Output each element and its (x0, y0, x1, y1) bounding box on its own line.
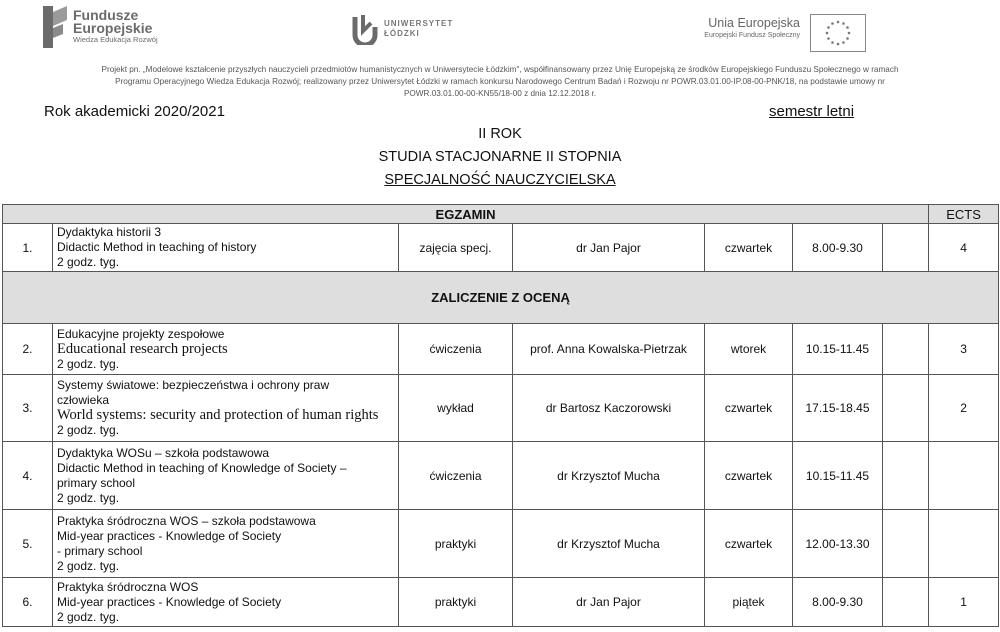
class-type: praktyki (399, 510, 513, 578)
empty-cell (883, 510, 929, 578)
course-name-pl: Edukacyjne projekty zespołowe (57, 326, 225, 341)
fe-logo-icon (43, 6, 67, 46)
class-type: wykład (399, 375, 513, 442)
table-row (3, 442, 999, 510)
section-title-zaliczenie: ZALICZENIE Z OCENĄ (3, 272, 999, 324)
class-type: praktyki (399, 578, 513, 627)
ul-name-line2: ŁÓDZKI (384, 29, 420, 38)
course-name-en: Mid-year practices - Knowledge of Society (57, 594, 282, 609)
study-type-heading: STUDIA STACJONARNE II STOPNIA (378, 149, 622, 165)
schedule-table (2, 204, 999, 627)
course-hours: 2 godz. tyg. (57, 255, 120, 269)
course-name-en: Didactic Method in teaching of Knowledge of Society – (57, 460, 347, 475)
class-type: zajęcia specj. (399, 224, 513, 272)
section-title-egzamin: EGZAMIN (3, 205, 929, 224)
row-number: 6. (3, 578, 53, 627)
fe-name-line2: Europejskie (73, 19, 153, 36)
unia-europejska-label (680, 16, 800, 39)
ects-value: 4 (929, 224, 999, 272)
row-number: 4. (3, 442, 53, 510)
course-hours: 2 godz. tyg. (57, 490, 120, 505)
project-note (40, 64, 960, 100)
table-row (3, 510, 999, 578)
project-note-line: POWR.03.01.00-00-KN55/18-00 z dnia 12.12.2018 r. (403, 89, 597, 98)
course-name-en: Didactic Method in teaching of history (57, 240, 257, 254)
course-name (53, 324, 399, 375)
table-row (3, 224, 999, 272)
ue-name: Unia Europejska (708, 16, 800, 30)
day: wtorek (705, 324, 793, 375)
time: 10.15-11.45 (793, 442, 883, 510)
day: czwartek (705, 224, 793, 272)
course-hours: 2 godz. tyg. (57, 558, 120, 573)
logo-bar (0, 0, 1000, 60)
teacher: dr Jan Pajor (513, 224, 705, 272)
ue-fund: Europejski Fundusz Społeczny (704, 32, 800, 39)
row-number: 1. (3, 224, 53, 272)
time: 12.00-13.30 (793, 510, 883, 578)
empty-cell (883, 324, 929, 375)
course-hours: 2 godz. tyg. (57, 423, 120, 437)
course-name-pl: Praktyka śródroczna WOS (57, 579, 199, 594)
course-name (53, 578, 399, 627)
semester-label: semestr letni (769, 103, 855, 120)
course-name (53, 224, 399, 272)
course-hours: 2 godz. tyg. (57, 356, 120, 371)
time: 8.00-9.30 (793, 578, 883, 627)
empty-cell (883, 442, 929, 510)
time: 17.15-18.45 (793, 375, 883, 442)
course-name-pl: Systemy światowe: bezpieczeństwa i ochrony praw (57, 378, 330, 392)
teacher: prof. Anna Kowalska-Pietrzak (513, 324, 705, 375)
row-number: 5. (3, 510, 53, 578)
course-name-en: World systems: security and protection of human rights (57, 407, 379, 423)
fe-tagline: Wiedza Edukacja Rozwój (73, 34, 158, 44)
course-name (53, 375, 399, 442)
course-name-en-cont: primary school (57, 475, 136, 490)
ul-name-line1: UNIWERSYTET (384, 19, 454, 28)
course-name-pl-cont: człowieka (57, 393, 110, 407)
time: 10.15-11.45 (793, 324, 883, 375)
time: 8.00-9.30 (793, 224, 883, 272)
empty-cell (883, 578, 929, 627)
day: czwartek (705, 442, 793, 510)
course-name-en: Mid-year practices - Knowledge of Society (57, 528, 282, 543)
course-name-en: Educational research projects (57, 340, 228, 357)
project-note-line: Programu Operacyjnego Wiedza Edukacja Rozwój; realizowany przez Uniwersytet Łódzki w ramach konkursu Narodowego Centrum Badań i Rozwoju nr POWR.03.01.00-IP.08-00-PNK/18, na podstawie umowy nr (115, 77, 885, 86)
ects-value (929, 442, 999, 510)
empty-cell (883, 224, 929, 272)
fundusze-europejskie-logo (43, 6, 158, 46)
class-type: ćwiczenia (399, 324, 513, 375)
eu-flag-icon (810, 14, 866, 52)
ul-logo-icon (352, 13, 378, 45)
ects-header: ECTS (929, 205, 999, 224)
course-name-en-cont: - primary school (57, 543, 143, 558)
ects-value: 1 (929, 578, 999, 627)
academic-year: Rok akademicki 2020/2021 (44, 103, 225, 120)
day: czwartek (705, 510, 793, 578)
uniwersytet-lodzki-logo (352, 13, 453, 45)
course-name-pl: Dydaktyka WOSu – szkoła podstawowa (57, 445, 270, 460)
teacher: dr Krzysztof Mucha (513, 510, 705, 578)
ects-value: 3 (929, 324, 999, 375)
course-name-pl: Dydaktyka historii 3 (57, 225, 162, 239)
project-note-line: Projekt pn. „Modelowe kształcenie przyszłych nauczycieli przedmiotów humanistycznych w Uniwersytecie Łódzkim", współfinansowany przez Unię Europejską ze środków Europejskiego Funduszu Społecznego w ramach (101, 65, 899, 74)
day: czwartek (705, 375, 793, 442)
course-hours: 2 godz. tyg. (57, 609, 120, 624)
specialization-heading: SPECJALNOŚĆ NAUCZYCIELSKA (384, 172, 616, 188)
course-name (53, 510, 399, 578)
table-row (3, 375, 999, 442)
fe-name-line1: Fundusze (73, 6, 139, 23)
day: piątek (705, 578, 793, 627)
class-type: ćwiczenia (399, 442, 513, 510)
row-number: 3. (3, 375, 53, 442)
teacher: dr Krzysztof Mucha (513, 442, 705, 510)
teacher: dr Jan Pajor (513, 578, 705, 627)
row-number: 2. (3, 324, 53, 375)
table-row (3, 578, 999, 627)
year-heading: II ROK (478, 126, 522, 142)
teacher: dr Bartosz Kaczorowski (513, 375, 705, 442)
course-name-pl: Praktyka śródroczna WOS – szkoła podstawowa (57, 513, 316, 528)
table-row (3, 324, 999, 375)
ects-value (929, 510, 999, 578)
ects-value: 2 (929, 375, 999, 442)
empty-cell (883, 375, 929, 442)
course-name (53, 442, 399, 510)
